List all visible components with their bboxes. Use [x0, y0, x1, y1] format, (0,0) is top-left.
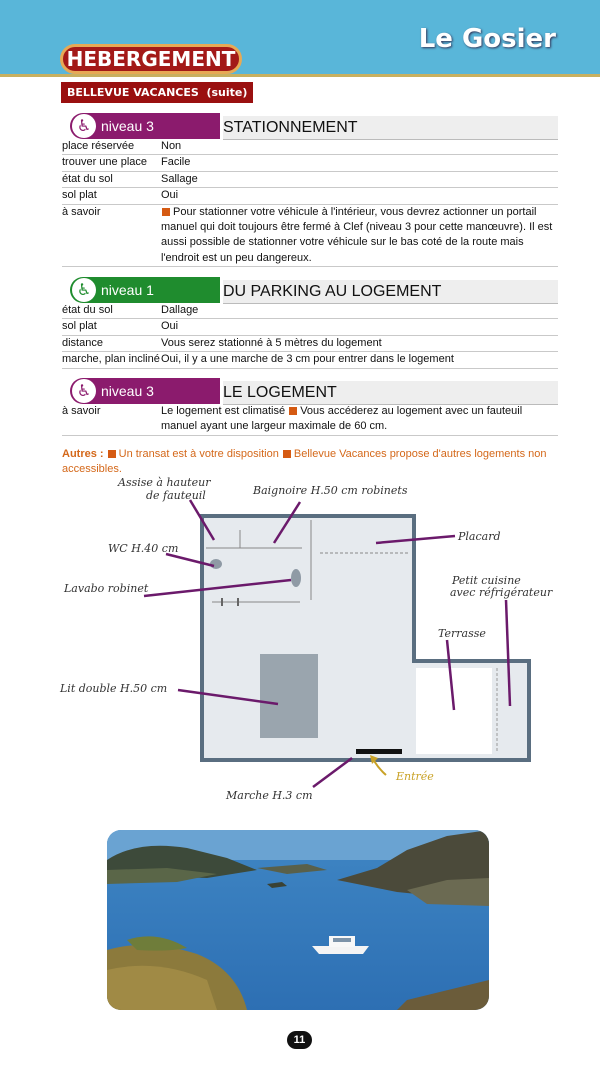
row-value: Oui	[161, 189, 179, 202]
row-value	[159, 205, 558, 267]
place-title: BELLEVUE VACANCES (suite)	[61, 82, 253, 103]
level-label: niveau 3	[101, 383, 154, 399]
row-label: place réservée	[62, 140, 135, 152]
label-marche: Marche H.3 cm	[226, 789, 313, 802]
category-badge: HEBERGEMENT	[60, 44, 242, 74]
other-item: Bellevue Vacances propose d'autres logements non accessibles.	[62, 448, 547, 476]
section-header	[62, 113, 558, 139]
row-value: Oui	[161, 320, 179, 333]
table-row	[62, 172, 558, 188]
section-parking	[62, 277, 558, 369]
level-badge	[70, 113, 220, 139]
sea-photo	[107, 830, 489, 1010]
label-cuisine: avec réfrigérateur	[450, 586, 553, 599]
level-label: niveau 3	[101, 118, 154, 134]
header-rule	[0, 74, 600, 77]
level-badge	[70, 277, 220, 303]
section-stationnement	[62, 113, 558, 267]
bed-fixture	[260, 654, 318, 738]
other-label: Autres :	[62, 448, 104, 460]
level-badge	[70, 378, 220, 404]
entrance-step	[356, 749, 402, 754]
label-terrasse: Terrasse	[438, 627, 486, 640]
row-value: Facile	[161, 156, 191, 169]
row-label: à savoir	[62, 405, 101, 417]
row-value-text: Vous accéderez au logement avec un fauteuil manuel ayant une largeur maximale de 60 cm.	[161, 405, 523, 433]
terrace-area	[416, 668, 492, 754]
row-label: trouver une place	[62, 156, 147, 169]
label-assise: de fauteuil	[146, 489, 206, 502]
row-label: sol plat	[62, 320, 97, 333]
label-lavabo: Lavabo robinet	[64, 582, 149, 595]
row-label: à savoir	[62, 205, 101, 218]
table-row	[62, 303, 558, 319]
table-row	[62, 155, 558, 171]
label-wc: WC H.40 cm	[108, 542, 179, 555]
label-cuisine: Petit cuisine	[452, 574, 521, 587]
row-label: état du sol	[62, 304, 113, 316]
bullet-square-icon	[283, 450, 291, 458]
section-title: STATIONNEMENT	[223, 116, 558, 140]
sea-photo-illustration	[107, 830, 489, 1010]
row-value: Non	[161, 140, 182, 152]
row-label: état du sol	[62, 172, 113, 185]
section-title: DU PARKING AU LOGEMENT	[223, 280, 558, 304]
bullet-square-icon	[162, 208, 170, 216]
bullet-square-icon	[289, 407, 297, 415]
label-assise: Assise à hauteur	[118, 476, 211, 489]
other-item: Un transat est à votre disposition	[118, 448, 279, 460]
table-row	[62, 336, 558, 352]
section-logement	[62, 378, 558, 436]
sink-fixture	[291, 569, 301, 587]
row-value-text: Pour stationner votre véhicule à l'intérieur, vous devrez actionner un portail manuel qui doit toujours être fermé à Clef (niveau 3 pour cette manœuvre). Il est aussi possible de stationner votre véhicule sur le bas coté de la route mais l'endroit est un peu dangereux.	[161, 205, 553, 264]
wheelchair-icon: ♿	[72, 114, 96, 138]
label-baignoire: Baignoire H.50 cm robinets	[253, 484, 408, 497]
row-value: Vous serez stationné à 5 mètres du logement	[161, 336, 382, 349]
row-label: marche, plan incliné	[62, 353, 160, 366]
label-placard: Placard	[458, 530, 501, 543]
label-lit: Lit double H.50 cm	[60, 682, 168, 695]
table-row	[62, 188, 558, 204]
city-title: Le Gosier	[418, 24, 556, 54]
row-value	[159, 404, 558, 435]
wheelchair-icon: ♿	[72, 379, 96, 403]
level-label: niveau 1	[101, 282, 154, 298]
section-header	[62, 277, 558, 303]
section-title: LE LOGEMENT	[223, 381, 558, 405]
table-row	[62, 319, 558, 335]
row-value-text: Le logement est climatisé	[161, 405, 286, 417]
table-row	[62, 352, 558, 368]
page-number: 11	[287, 1031, 312, 1049]
table-row	[62, 205, 558, 268]
row-label: sol plat	[62, 189, 97, 202]
row-value: Dallage	[161, 304, 199, 316]
wc-fixture	[210, 559, 222, 569]
section-header	[62, 378, 558, 404]
table-row	[62, 139, 558, 155]
floor-plan	[0, 470, 600, 810]
row-value: Sallage	[161, 172, 198, 185]
table-row	[62, 404, 558, 436]
wheelchair-icon: ♿	[72, 278, 96, 302]
row-value: Oui, il y a une marche de 3 cm pour entrer dans le logement	[161, 353, 454, 366]
row-label: distance	[62, 336, 103, 349]
label-entree: Entrée	[396, 770, 434, 783]
bullet-square-icon	[108, 450, 116, 458]
